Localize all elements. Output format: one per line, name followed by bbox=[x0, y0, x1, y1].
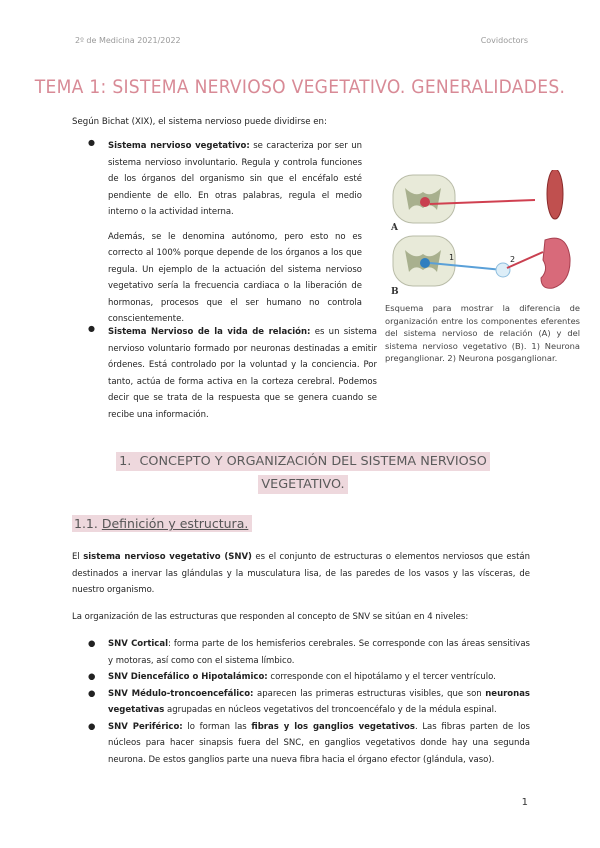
definition-paragraph: El sistema nervioso vegetativo (SNV) es el conjunto de estructuras o elementos nerviosos que están destinados a inervar las glándulas y la musculatura lisa, de las paredes de los vasos y las vísceras, de nuestro organismo. bbox=[72, 552, 530, 595]
spinal-cord-a bbox=[393, 175, 455, 223]
list-item: ● SNV Médulo-troncoencefálico: aparecen las primeras estructuras visibles, que son neuronas vegetativas agrupadas en núcleos vegetativos del troncoencéfalo y de la médula espinal. bbox=[88, 688, 530, 715]
skeletal-muscle bbox=[547, 170, 563, 219]
list-item: ● SNV Cortical: forma parte de los hemisferios cerebrales. Se corresponde con las áreas sensitivas y motoras, así como con el sistema límbico. bbox=[88, 639, 530, 666]
bullet-relacion bbox=[88, 324, 378, 423]
ganglion bbox=[496, 263, 510, 277]
label-1: 1 bbox=[449, 253, 455, 262]
bullet-vegetativo-text2: Además, se le denomina autónomo, pero esto no es correcto al 100% porque depende de los órganos a los que regula. Un ejemplo de la actuación del sistema nervioso vegetativo sería la frecuencia cardiaca o la liberación de hormonas, procesos que el ser humano no controla conscientemente. bbox=[108, 231, 362, 324]
intro-text: Según Bichat (XIX), el sistema nervioso puede dividirse en: bbox=[72, 117, 327, 127]
list-item: ● SNV Diencefálico o Hipotalámico: corresponde con el hipotálamo y el tercer ventrículo. bbox=[88, 672, 496, 682]
bullet-vegetativo-text: Sistema nervioso vegetativo: se caracteriza por ser un sistema nervioso involuntario. Regula y controla funciones de los órganos del organismo sin que el encéfalo esté pendiente de ello. En otras palabras, regula el medio interno o la actividad interna. bbox=[108, 141, 362, 217]
bullet-vegetativo bbox=[88, 138, 362, 328]
header-author: Covidoctors bbox=[480, 36, 528, 45]
section-heading-1: 1. CONCEPTO Y ORGANIZACIÓN DEL SISTEMA NERVIOSO VEGETATIVO. bbox=[108, 450, 498, 496]
spinal-cord-b bbox=[393, 236, 455, 286]
levels-intro: La organización de las estructuras que responden al concepto de SNV se sitúan en 4 niveles: bbox=[72, 612, 469, 622]
stomach-organ bbox=[541, 238, 570, 288]
label-2: 2 bbox=[510, 255, 516, 264]
subsection-heading: 1.1. Definición y estructura. bbox=[72, 516, 252, 531]
levels-list bbox=[88, 636, 530, 768]
page-title: TEMA 1: SISTEMA NERVIOSO VEGETATIVO. GENERALIDADES. bbox=[34, 76, 566, 98]
list-item: ● SNV Periférico: lo forman las fibras y los ganglios vegetativos. Las fibras parten de los núcleos para hacer sinapsis fuera del SNC, en ganglios vegetativos donde hay una segunda neurona. De estos ganglios parte una nueva fibra hacia el órgano efector (glándula, vaso). bbox=[88, 721, 530, 765]
bullet-relacion-text: Sistema Nervioso de la vida de relación: es un sistema nervioso voluntario formado por neuronas destinadas a emitir órdenes. Está controlado por la voluntad y la conciencia. Por tanto, actúa de forma activa en la corteza cerebral. Podemos decir que se trata de la respuesta que se genera cuando se recibe una información. bbox=[108, 327, 378, 420]
figure-caption: Esquema para mostrar la diferencia de organización entre los componentes eferentes del sistema nervioso de relación (A) y del sistema nervioso vegetativo (B). 1) Neurona preganglionar. 2) Neurona posganglionar. bbox=[385, 303, 580, 363]
label-b: B bbox=[391, 287, 399, 297]
label-a: A bbox=[391, 223, 398, 233]
page-number: 1 bbox=[521, 797, 528, 808]
spinal-cord-diagram bbox=[385, 170, 580, 300]
bullet-dot: ● bbox=[88, 324, 95, 333]
header-course: 2º de Medicina 2021/2022 bbox=[75, 36, 181, 45]
bullet-dot: ● bbox=[88, 138, 95, 147]
